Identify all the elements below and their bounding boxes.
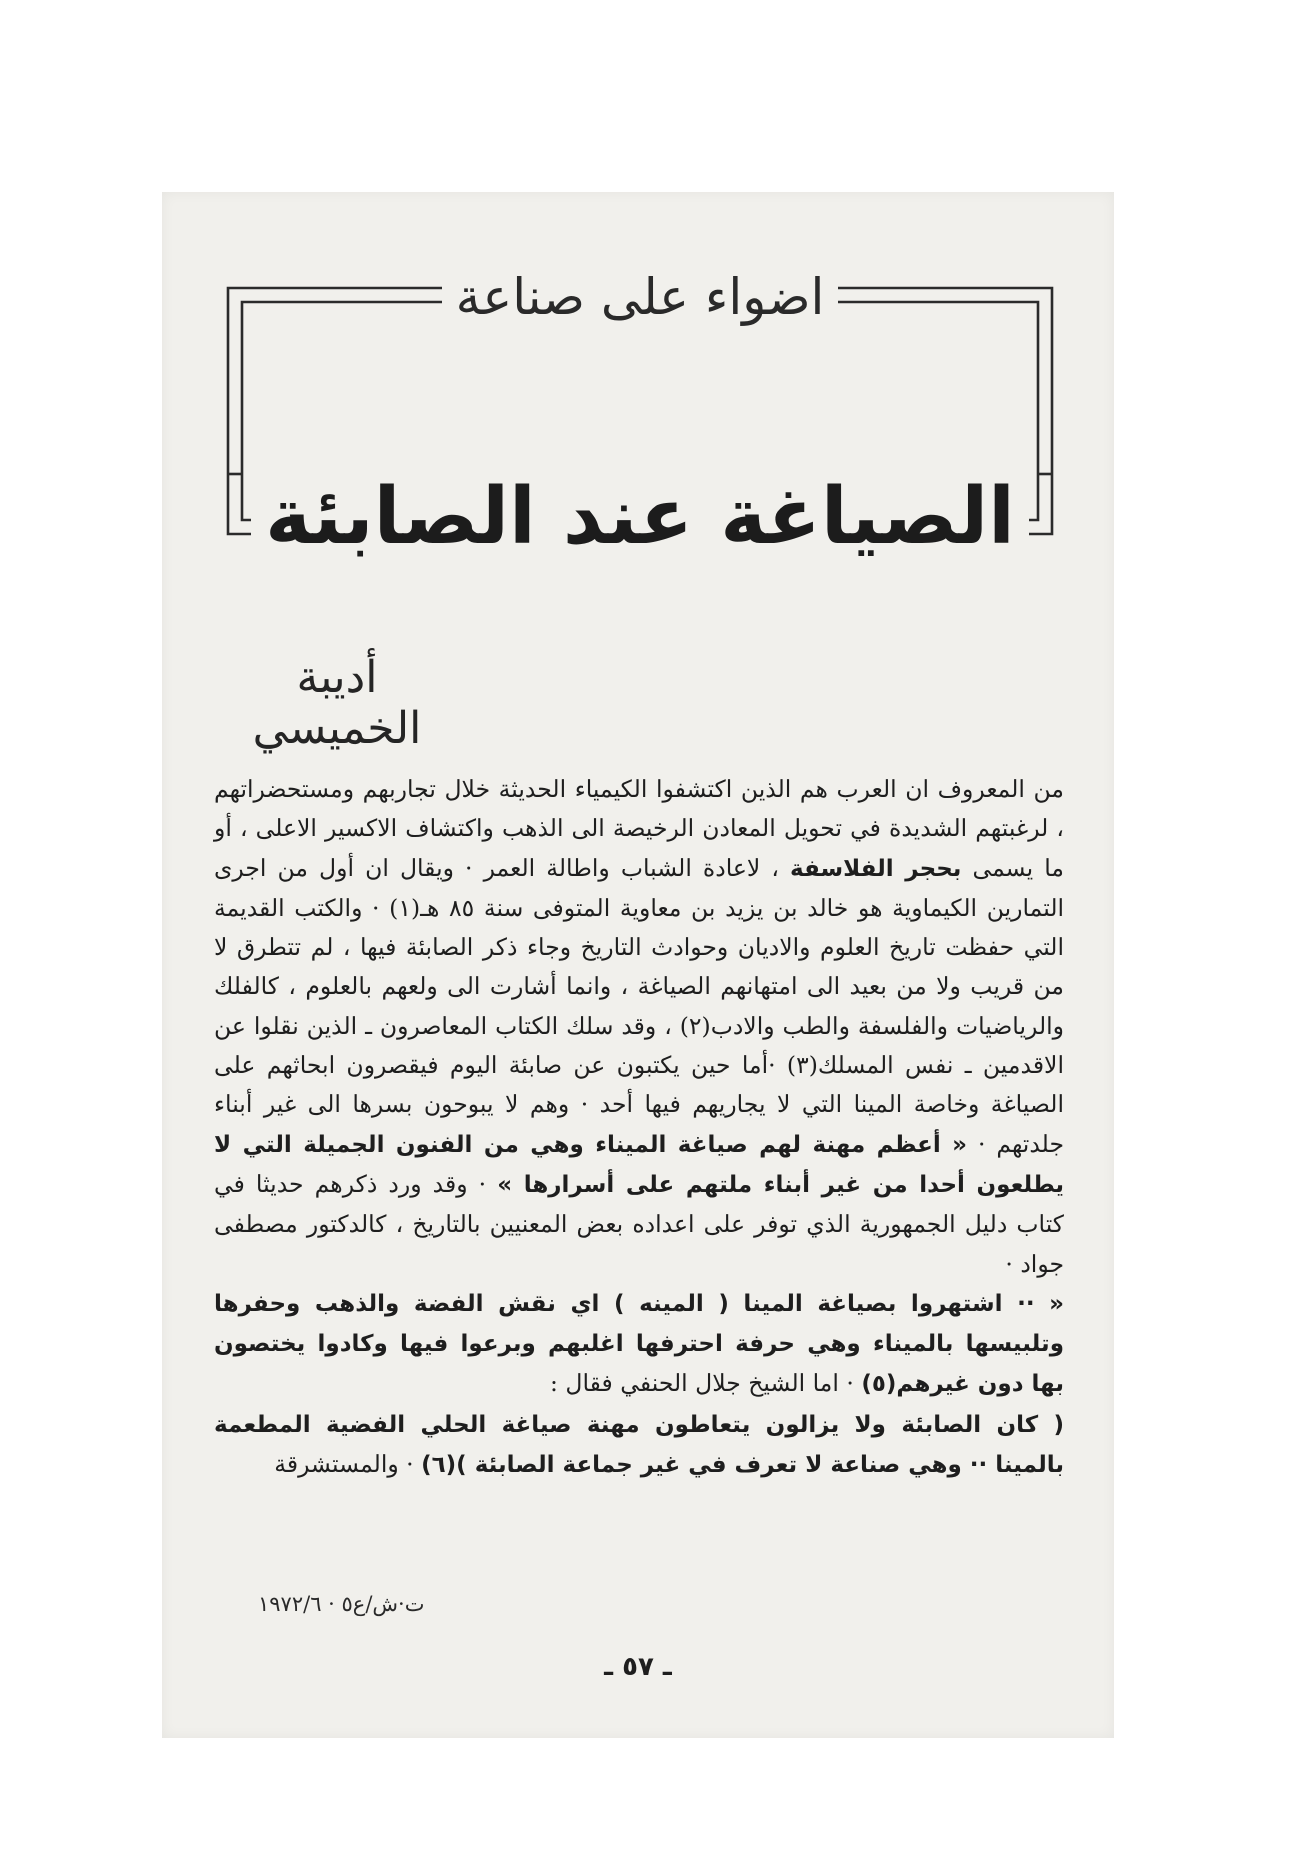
title-frame	[224, 268, 1056, 562]
bold-quote: « أعظم مهنة لهم صياغة الميناء وهي من الفنون الجميلة التي لا يطلعون أحدا من غير أبناء ملتهم على أسرارها »	[214, 1131, 1064, 1198]
paragraph-text: ، لاعادة الشباب واطالة العمر · ويقال ان أول من اجرى التمارين الكيماوية هو خالد بن يزيد بن معاوية المتوفى سنة ٨٥ هـ(١) · والكتب القديمة التي حفظت تاريخ العلوم والاديان وحوادث التاريخ وجاء ذكر الصابئة فيها ، لم تتطرق لا من قريب ولا من بعيد الى امتهانهم الصياغة ، وانما أشارت الى ولعهم بالعلوم ، كالفلك والرياضيات والفلسفة والطب والادب(٢) ، وقد سلك الكتاب المعاصرون ـ الذين نقلوا عن الاقدمين ـ نفس المسلك(٣) ·أما حين يكتبون عن صابئة اليوم فيقصرون ابحاثهم على الصياغة وخاصة المينا التي لا يجاريهم فيها أحد · وهم لا يبوحون بسرها الى غير أبناء جلدتهم ·	[214, 853, 1065, 1158]
bold-phrase: بحجر الفلاسفة	[790, 855, 962, 882]
paragraph	[214, 1405, 1064, 1486]
footnote: ت·ش/ع٥ · ١٩٧٢/٦	[258, 1592, 425, 1616]
paragraph-text: · وقد ورد ذكرهم حديثا في كتاب دليل الجمهورية الذي توفر على اعداده بعض المعنيين بالتاريخ ، كالدكتور مصطفى جواد ·	[214, 1169, 1064, 1278]
document-page	[162, 192, 1114, 1738]
article-body	[214, 770, 1064, 1485]
bold-quote: « ·· اشتهروا بصياغة المينا ( المينه ) اي نقش الفضة والذهب وحفرها وتلبيسها بالميناء وهي حرفة احترفها اغلبهم وبرعوا فيها وكادوا يختصون بها دون غيرهم(٥)	[214, 1290, 1064, 1398]
paragraph-text: · والمستشرقة	[274, 1450, 422, 1479]
bold-quote: ( كان الصابئة ولا يزالون يتعاطون مهنة صياغة الحلي الفضية المطعمة بالمينا ·· وهي صناعة لا تعرف في غير جماعة الصابئة )(٦)	[214, 1411, 1064, 1479]
series-title: اضواء على صناعة	[224, 268, 1056, 326]
article-title: الصياغة عند الصابئة	[224, 478, 1056, 556]
paragraph-text: · اما الشيخ جلال الحنفي فقال :	[550, 1369, 862, 1398]
paragraph-text: من المعروف ان العرب هم الذين اكتشفوا الكيمياء الحديثة خلال تجاربهم ومستحضراتهم ، لرغبتهم الشديدة في تحويل المعادن الرخيصة الى الذهب واكتشاف الاكسير الاعلى ، أو ما يسمى	[214, 775, 1064, 882]
paragraph	[214, 770, 1064, 1284]
paragraph	[214, 1284, 1064, 1405]
page-number: ـ ٥٧ ـ	[604, 1652, 672, 1682]
author-name: أديبة الخميسي	[252, 652, 422, 754]
